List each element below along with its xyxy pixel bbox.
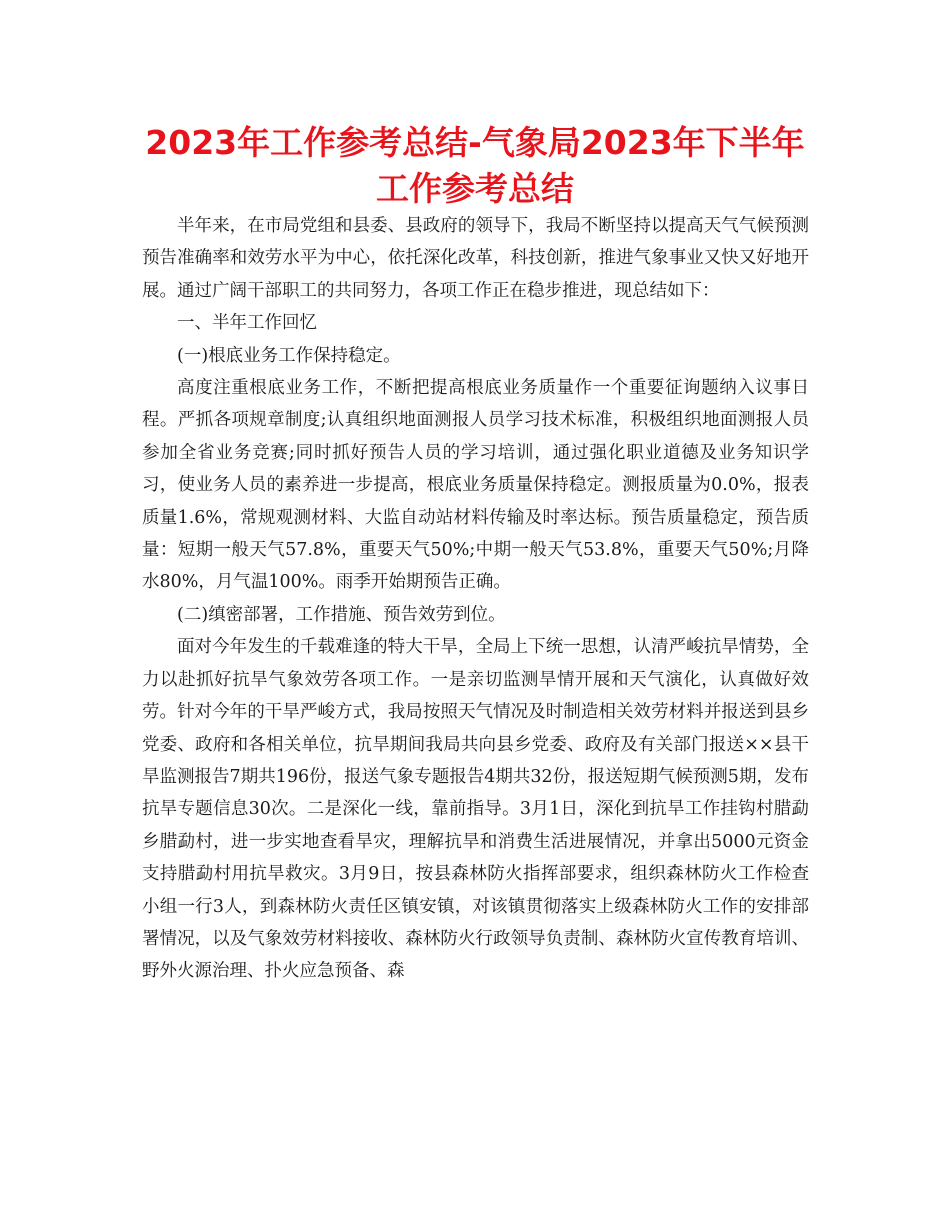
section-heading-review: 一、半年工作回忆	[177, 313, 317, 334]
paragraph-drought-service: 面对今年发生的千载难逢的特大干旱，全局上下统一思想，认清严峻抗旱情势，全力以赴抓好抗旱气象效劳各项工作。一是亲切监测旱情开展和天气演化，认真做好效劳。针对今年的干旱严峻方式，我局按照天气情况及时制造相关效劳材料并报送到县乡党委、政府和各相关单位，抗旱期间我局共向县乡党委、政府及有关部门报送××县干旱监测报告7期共196份，报送气象专题报告4期共32份，报送短期气候预测5期，发布抗旱专题信息30次。二是深化一线，靠前指导。3月1日，深化到抗旱工作挂钩村腊勐乡腊勐村，进一步实地查看旱灾，理解抗旱和消费生活进展情况，并拿出5000元资金支持腊勐村用抗旱救灾。3月9日，按县森林防火指挥部要求，组织森林防火工作检查小组一行3人，到森林防火责任区镇安镇，对该镇贯彻落实上级森林防火工作的安排部署情况，以及气象效劳材料接收、森林防火行政领导负责制、森林防火宣传教育培训、野外火源治理、扑火应急预备、森	[142, 637, 809, 982]
paragraph-intro: 半年来，在市局党组和县委、县政府的领导下，我局不断坚持以提高天气气候预测预告准确率和效劳水平为中心，依托深化改革，科技创新，推进气象事业又快又好地开展。通过广阔干部职工的共同努力，各项工作正在稳步推进，现总结如下：	[142, 216, 809, 301]
document-body	[142, 210, 809, 988]
paragraph-basic-business: 高度注重根底业务工作，不断把提高根底业务质量作一个重要征询题纳入议事日程。严抓各项规章制度;认真组织地面测报人员学习技术标准，积极组织地面测报人员参加全省业务竞赛;同时抓好预告人员的学习培训，通过强化职业道德及业务知识学习，使业务人员的素养进一步提高，根底业务质量保持稳定。测报质量为0.0%，报表质量1.6%，常规观测材料、大监自动站材料传输及时率达标。预告质量稳定，预告质量：短期一般天气57.8%，重要天气50%;中期一般天气53.8%，重要天气50%;月降水80%，月气温100%。雨季开始期预告正确。	[142, 378, 809, 593]
subsection-heading-2: (二)缜密部署，工作措施、预告效劳到位。	[177, 604, 506, 625]
subsection-heading-1: (一)根底业务工作保持稳定。	[177, 345, 401, 366]
document-title: 2023年工作参考总结-气象局2023年下半年工作参考总结	[145, 123, 805, 208]
